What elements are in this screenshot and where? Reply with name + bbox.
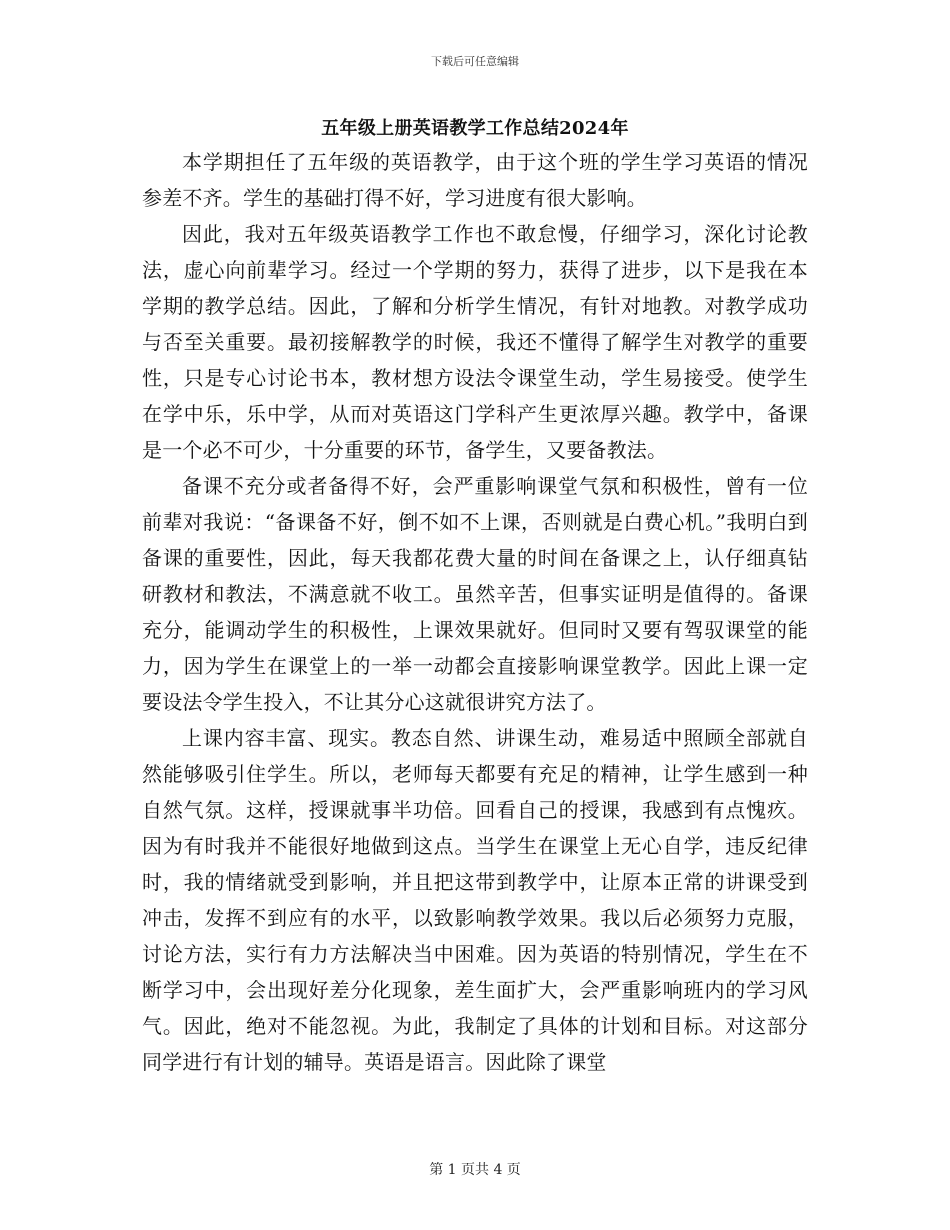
document-title: 五年级上册英语教学工作总结2024年 (321, 118, 629, 139)
paragraph-4: 上课内容丰富、现实。教态自然、讲课生动，难易适中照顾全部就自然能够吸引住学生。所以，老师每天都要有充足的精神，让学生感到一种自然气氛。这样，授课就事半功倍。回看自己的授课，我感到有点愧疚。因为有时我并不能很好地做到这点。当学生在课堂上无心自学，违反纪律时，我的情绪就受到影响，并且把这带到教学中，让原本正常的讲课受到冲击，发挥不到应有的水平，以致影响教学效果。我以后必须努力克服，讨论方法，实行有力方法解决当中困难。因为英语的特别情况，学生在不断学习中，会出现好差分化现象，差生面扩大，会严重影响班内的学习风气。因此，绝对不能忽视。为此，我制定了具体的计划和目标。对这部分同学进行有计划的辅导。英语是语言。因此除了课堂 (142, 726, 808, 1074)
header-note: 下载后可任意编辑 (431, 55, 519, 68)
paragraph-1: 本学期担任了五年级的英语教学，由于这个班的学生学习英语的情况参差不齐。学生的基础打得不好，学习进度有很大影响。 (142, 150, 808, 210)
paragraph-3: 备课不充分或者备得不好，会严重影响课堂气氛和积极性，曾有一位前辈对我说：“备课备不好，倒不如不上课，否则就是白费心机。”我明白到备课的重要性，因此，每天我都花费大量的时间在备课之上，认仔细真钻研教材和教法，不满意就不收工。虽然辛苦，但事实证明是值得的。备课充分，能调动学生的积极性，上课效果就好。但同时又要有驾驭课堂的能力，因为学生在课堂上的一举一动都会直接影响课堂教学。因此上课一定要设法令学生投入，不让其分心这就很讲究方法了。 (142, 474, 808, 714)
document-body (142, 144, 808, 1080)
page-number: 第 1 页共 4 页 (429, 1162, 521, 1178)
paragraph-2: 因此，我对五年级英语教学工作也不敢怠慢，仔细学习，深化讨论教法，虚心向前辈学习。经过一个学期的努力，获得了进步，以下是我在本学期的教学总结。因此，了解和分析学生情况，有针对地教。对教学成功与否至关重要。最初接解教学的时候，我还不懂得了解学生对教学的重要性，只是专心讨论书本，教材想方设法令课堂生动，学生易接受。使学生在学中乐，乐中学，从而对英语这门学科产生更浓厚兴趣。教学中，备课是一个必不可少，十分重要的环节，备学生，又要备教法。 (142, 222, 808, 462)
